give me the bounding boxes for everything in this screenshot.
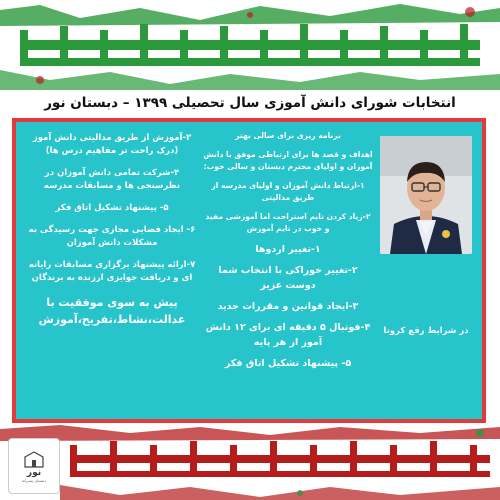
list-item: ۲-زیاد کردن تایم استراحت اما آموزشی مفید و خوب در تایم آموزش — [205, 212, 371, 233]
list-item: ۱-تغییر اردوها — [255, 244, 321, 255]
bottom-calligraphy-decoration — [0, 425, 500, 500]
list-item: ۱-ارتباط دانش آموزان و اولیای مدرسه از طریق مدالیتی — [211, 181, 365, 202]
list-item: ۷-ارائه پیشنهاد برگزاری مسابقات رایانه ای و دریافت جوایزی ارزنده به برندگان — [28, 260, 196, 283]
plan-heading: برنامه ریزی برای سالی بهتر — [235, 131, 341, 140]
main-panel — [12, 118, 486, 423]
school-logo — [8, 438, 60, 494]
list-item: ۲-تغییر خوراکی با انتخاب شما دوست عزیز — [218, 265, 358, 291]
list-item: ۶- ایجاد فضایی مجازی جهت رسیدگی به مشکلات دانش آموزان — [28, 225, 196, 248]
bottom-banner — [0, 425, 500, 500]
logo-subtitle: دبستان پسرانه — [21, 477, 47, 483]
panel-content — [16, 122, 482, 419]
right-column — [374, 136, 478, 336]
goals-intro: اهداف و قصد ها برای ارتباطی موفق با دانش آموزان و اولیای محترم دبستان و سالی خوب: — [203, 150, 373, 171]
list-item: ۴-شرکت تمامی دانش آموزان در نظرسنجی ها و مسابقات مدرسه — [43, 168, 181, 191]
left-column — [24, 132, 200, 328]
list-item: ۵- پیشنهاد تشکیل اتاق فکر — [55, 203, 169, 213]
title-bar — [0, 90, 500, 116]
middle-column — [202, 130, 374, 377]
student-photo — [380, 136, 472, 254]
list-item: ۵- پیشنهاد تشکیل اتاق فکر — [224, 358, 352, 369]
school-building-icon — [23, 450, 45, 468]
logo-name: نور — [26, 467, 42, 478]
list-item: ۳-ایجاد قوانین و مقررات جدید — [217, 301, 359, 312]
list-item: ۴-فوتبال ۵ دقیقه ای برای ۱۲ دانش آموز از هر پایه — [205, 322, 371, 348]
top-calligraphy-decoration — [0, 0, 500, 90]
top-banner — [0, 0, 500, 90]
corona-label: در شرایط رفع کرونا — [383, 326, 469, 336]
student-portrait-image — [380, 136, 472, 254]
list-item: ۳-آموزش از طریق مدالیتی دانش آموز (درک راحت تر مفاهیم درس ها) — [32, 133, 192, 156]
page-title: انتخابات شورای دانش آموزی سال تحصیلی ۱۳۹۹ – دبستان نور — [44, 95, 456, 111]
slogan: پیش به سوی موفقیت با عدالت،نشاط،تفریح،آموزش — [38, 296, 186, 326]
